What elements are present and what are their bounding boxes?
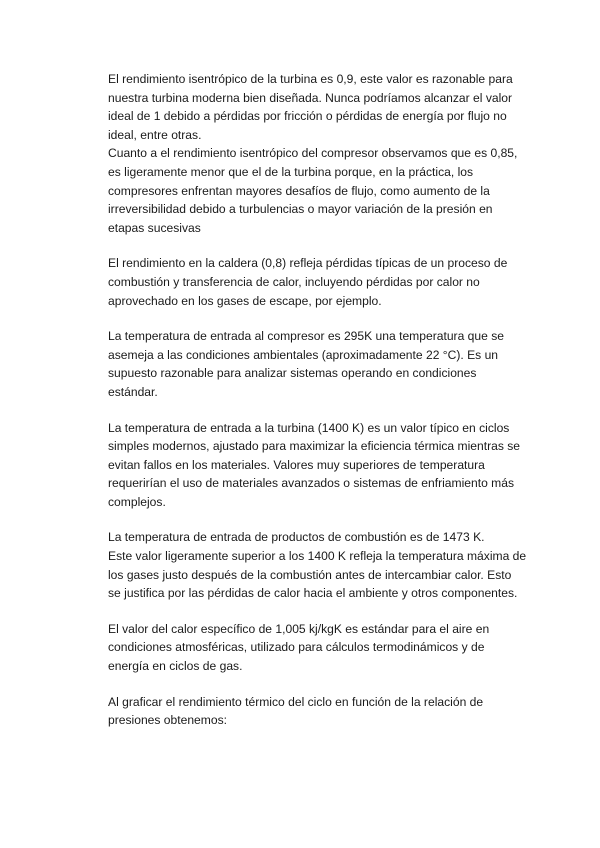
text-line: requerirían el uso de materiales avanzados o sistemas de enfriamiento más [108, 476, 515, 491]
text-line: La temperatura de entrada de productos de combustión es de 1473 K. [108, 530, 485, 545]
paragraph-boiler-efficiency [108, 254, 534, 310]
paragraph-compressor-inlet-temperature [108, 327, 534, 401]
text-line: La temperatura de entrada al compresor es 295K una temperatura que se [108, 329, 504, 344]
text-line: nuestra turbina moderna bien diseñada. Nunca podríamos alcanzar el valor [108, 90, 513, 105]
text-line: irreversibilidad debido a turbulencias o mayor variación de la presión en [108, 202, 493, 217]
paragraph-graph-intro [108, 693, 534, 730]
document-body [108, 70, 534, 747]
text-line: El valor del calor específico de 1,005 kj/kgK es estándar para el aire en [108, 621, 490, 636]
text-line: estándar. [108, 384, 158, 399]
text-line: Al graficar el rendimiento térmico del ciclo en función de la relación de [108, 694, 484, 709]
text-line: asemeja a las condiciones ambientales (aproximadamente 22 °C). Es un [108, 347, 499, 362]
text-line: aprovechado en los gases de escape, por ejemplo. [108, 293, 382, 308]
text-line: energía en ciclos de gas. [108, 659, 243, 674]
text-line: El rendimiento isentrópico de la turbina es 0,9, este valor es razonable para [108, 72, 513, 86]
text-line: complejos. [108, 494, 166, 509]
text-line: evitan fallos en los materiales. Valores muy superiores de temperatura [108, 457, 485, 472]
paragraph-combustion-products-temperature [108, 528, 534, 602]
text-line: es ligeramente menor que el de la turbina porque, en la práctica, los [108, 164, 474, 179]
text-line: ideal, entre otras. [108, 127, 202, 142]
text-line: La temperatura de entrada a la turbina (1400 K) es un valor típico en ciclos [108, 420, 510, 435]
text-line: los gases justo después de la combustión antes de intercambiar calor. Esto [108, 567, 512, 582]
paragraph-turbine-inlet-temperature [108, 419, 534, 512]
text-line: combustión y transferencia de calor, incluyendo pérdidas por calor no [108, 274, 480, 289]
text-line: Este valor ligeramente superior a los 1400 K refleja la temperatura máxima de [108, 549, 527, 564]
text-line: se justifica por las pérdidas de calor hacia el ambiente y otros componentes. [108, 586, 518, 601]
text-line: Cuanto a el rendimiento isentrópico del compresor observamos que es 0,85, [108, 146, 518, 161]
text-line: presiones obtenemos: [108, 713, 227, 728]
text-line: El rendimiento en la caldera (0,8) refleja pérdidas típicas de un proceso de [108, 256, 508, 271]
text-line: supuesto razonable para analizar sistemas operando en condiciones [108, 366, 477, 381]
text-line: etapas sucesivas [108, 220, 201, 235]
text-line: simples modernos, ajustado para maximizar la eficiencia térmica mientras se [108, 439, 521, 454]
text-line: compresores enfrentan mayores desafíos de flujo, como aumento de la [108, 183, 490, 198]
text-line: ideal de 1 debido a pérdidas por fricción o pérdidas de energía por flujo no [108, 109, 507, 124]
paragraph-turbine-efficiency [108, 70, 534, 144]
paragraph-specific-heat [108, 620, 534, 676]
paragraph-compressor-efficiency [108, 144, 534, 237]
text-line: condiciones atmosféricas, utilizado para cálculos termodinámicos y de [108, 640, 485, 655]
